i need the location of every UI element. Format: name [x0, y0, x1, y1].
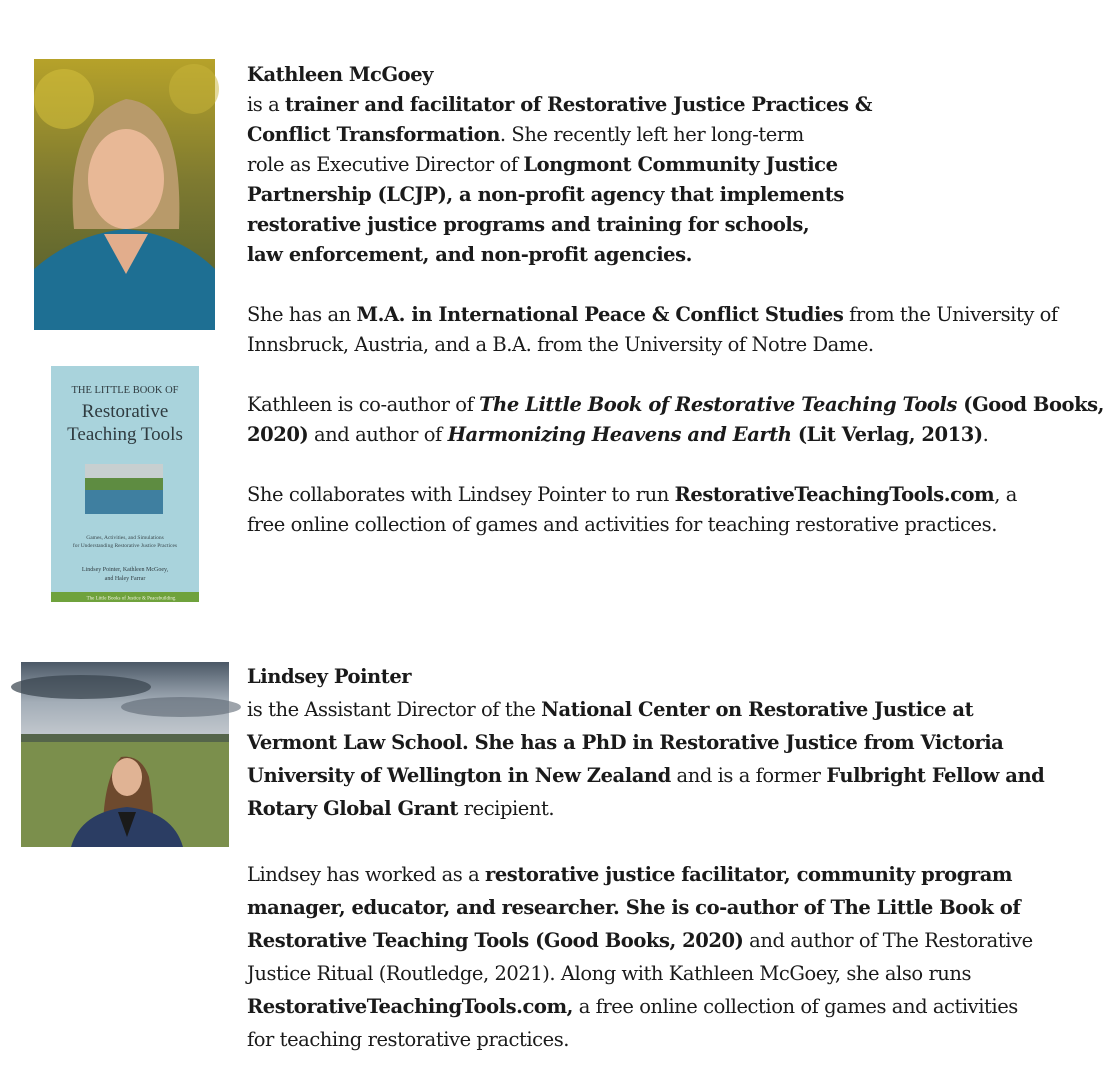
- book-title-small: THE LITTLE BOOK OF: [71, 385, 179, 396]
- text: a free online collection of games and activities: [572, 995, 1018, 1018]
- book-subtitle-line-2: for Understanding Restorative Justice Practices: [72, 543, 178, 549]
- book-authors-line-1: Lindsey Pointer, Kathleen McGoey,: [81, 567, 169, 573]
- website-name: RestorativeTeachingTools.com,: [247, 995, 573, 1018]
- kathleen-paragraph-1: [247, 60, 1047, 270]
- emphasis: University of Wellington in New Zealand: [247, 764, 671, 787]
- text: . She recently left her long-term: [499, 123, 804, 146]
- lindsey-paragraph-2: [247, 858, 1047, 1056]
- kathleen-paragraph-2: [247, 300, 1058, 360]
- text: She has an: [247, 303, 357, 326]
- emphasis: Vermont Law School. She has a PhD in Restorative Justice from Victoria: [247, 731, 1004, 754]
- book-subtitle-line-1: Games, Activities, and Simulations: [86, 535, 164, 541]
- text: free online collection of games and activities for teaching restorative practices.: [247, 513, 997, 536]
- kathleen-paragraph-3: [247, 390, 1104, 450]
- text: role as Executive Director of: [247, 153, 524, 176]
- lindsey-pointer-photo: [21, 662, 229, 847]
- text: She collaborates with Lindsey Pointer to run: [247, 483, 675, 506]
- kathleen-name: Kathleen McGoey: [247, 63, 434, 86]
- book-title: The Little Book of Restorative Teaching Tools: [479, 393, 957, 416]
- text: from the University of: [843, 303, 1058, 326]
- emphasis: (Good Books,: [956, 393, 1104, 416]
- text: and is a former: [670, 764, 827, 787]
- emphasis: trainer and facilitator of Restorative Justice Practices &: [285, 93, 872, 116]
- lindsey-paragraph-1: [247, 660, 1047, 825]
- book-title-line-2: Teaching Tools: [67, 424, 183, 445]
- kathleen-bio: [247, 60, 1104, 540]
- emphasis: manager, educator, and researcher. She is co-author of The Little Book of: [247, 896, 1021, 919]
- website-name: RestorativeTeachingTools.com: [674, 483, 995, 506]
- emphasis: Conflict Transformation: [247, 123, 500, 146]
- lindsey-name: Lindsey Pointer: [247, 665, 412, 688]
- kathleen-paragraph-4: [247, 480, 1047, 540]
- emphasis: Fulbright Fellow and: [826, 764, 1045, 787]
- lindsey-bio: [247, 660, 1047, 1056]
- text: .: [982, 423, 989, 446]
- book-title-line-1: Restorative: [81, 401, 169, 422]
- text: and author of: [308, 423, 448, 446]
- emphasis: (Lit Verlag, 2013): [791, 423, 983, 446]
- emphasis: restorative justice programs and training for schools,: [247, 213, 810, 236]
- text: for teaching restorative practices.: [247, 1028, 569, 1051]
- emphasis: National Center on Restorative Justice at: [541, 698, 974, 721]
- text: and author of The Restorative: [743, 929, 1033, 952]
- book-cover-image: [51, 366, 199, 602]
- emphasis: restorative justice facilitator, community program: [485, 863, 1013, 886]
- text: Kathleen is co-author of: [247, 393, 480, 416]
- kathleen-mcgoey-photo: [34, 59, 215, 330]
- text: recipient.: [457, 797, 555, 820]
- book-authors-line-2: and Haley Farrar: [104, 576, 146, 582]
- book-series-name: The Little Books of Justice & Peacebuilding: [86, 596, 176, 602]
- text: is the Assistant Director of the: [247, 698, 542, 721]
- emphasis: Longmont Community Justice: [523, 153, 838, 176]
- emphasis: M.A. in International Peace & Conflict Studies: [356, 303, 844, 326]
- book-title: Harmonizing Heavens and Earth: [447, 423, 792, 446]
- emphasis: Restorative Teaching Tools (Good Books, 2020): [247, 929, 744, 952]
- text: Justice Ritual (Routledge, 2021). Along with Kathleen McGoey, she also runs: [247, 962, 972, 985]
- text: is a: [247, 93, 286, 116]
- emphasis: Rotary Global Grant: [247, 797, 458, 820]
- emphasis: Partnership (LCJP), a non-profit agency that implements: [247, 183, 844, 206]
- text: Lindsey has worked as a: [247, 863, 486, 886]
- text: , a: [994, 483, 1017, 506]
- emphasis: law enforcement, and non-profit agencies.: [247, 243, 693, 266]
- emphasis: 2020): [247, 423, 309, 446]
- text: Innsbruck, Austria, and a B.A. from the University of Notre Dame.: [247, 333, 874, 356]
